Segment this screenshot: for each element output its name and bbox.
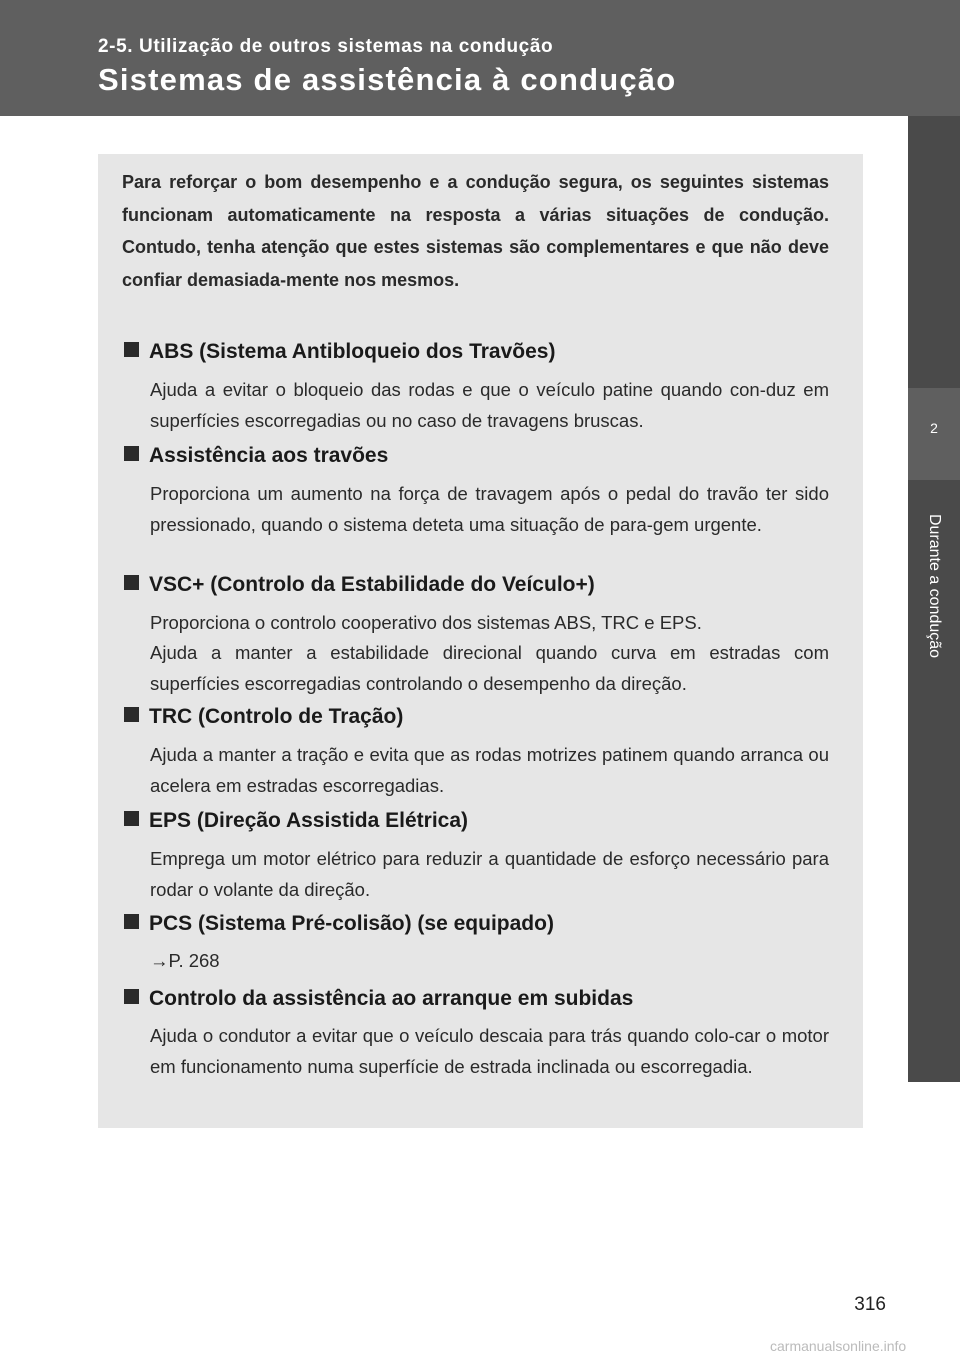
section-heading-brake-assist	[124, 444, 388, 468]
square-bullet-icon	[124, 446, 139, 461]
page-number: 316	[854, 1294, 886, 1315]
section-heading-pcs	[124, 912, 554, 936]
section-title: EPS (Direção Assistida Elétrica)	[149, 809, 469, 832]
section-heading-trc	[124, 705, 403, 729]
section-title: Controlo da assistência ao arranque em subidas	[149, 987, 634, 1010]
square-bullet-icon	[124, 914, 139, 929]
square-bullet-icon	[124, 342, 139, 357]
section-text-hill-start: Ajuda o condutor a evitar que o veículo descaia para trás quando colo-car o motor em funcionamento numa superfície de estrada inclinada ou escorregadia.	[150, 1025, 829, 1077]
section-text-vsc: Proporciona o controlo cooperativo dos sistemas ABS, TRC e EPS.	[150, 612, 702, 633]
section-title: ABS (Sistema Antibloqueio dos Travões)	[149, 340, 556, 363]
side-tab-number: 2	[930, 420, 938, 436]
page-reference-link[interactable]: →P. 268	[150, 950, 220, 971]
section-heading-hill-start	[124, 987, 633, 1011]
section-text-brake-assist: Proporciona um aumento na força de travagem após o pedal do travão ter sido pressionado, quando o sistema deteta uma situação de para-gem urgente.	[150, 483, 829, 535]
square-bullet-icon	[124, 575, 139, 590]
page-header	[0, 0, 960, 116]
square-bullet-icon	[124, 811, 139, 826]
side-tab-label: Durante a condução	[926, 513, 943, 659]
square-bullet-icon	[124, 707, 139, 722]
section-heading-vsc	[124, 573, 595, 597]
watermark: carmanualsonline.info	[770, 1338, 907, 1354]
section-heading-eps	[124, 809, 468, 833]
section-title: VSC+ (Controlo da Estabilidade do Veículo+)	[149, 573, 595, 596]
section-text-vsc-2: Ajuda a manter a estabilidade direcional quando curva em estradas com superfícies escorregadias controlando o desempenho da direção.	[150, 642, 829, 694]
section-text-trc: Ajuda a manter a tração e evita que as rodas motrizes patinem quando arranca ou acelera em estradas escorregadias.	[150, 744, 829, 796]
section-title: Assistência aos travões	[149, 444, 389, 467]
intro-paragraph: Para reforçar o bom desempenho e a condução segura, os seguintes sistemas funcionam automaticamente na resposta a várias situações de condução. Contudo, tenha atenção que estes sistemas são complementares e que não deve confiar demasiada-mente nos mesmos.	[122, 172, 829, 290]
section-text-eps: Emprega um motor elétrico para reduzir a quantidade de esforço necessário para rodar o volante da direção.	[150, 848, 829, 900]
section-title: PCS (Sistema Pré-colisão) (se equipado)	[149, 912, 554, 935]
section-title: TRC (Controlo de Tração)	[149, 705, 404, 728]
page-title: Sistemas de assistência à condução	[98, 62, 677, 97]
square-bullet-icon	[124, 989, 139, 1004]
section-heading-abs	[124, 340, 555, 364]
section-text-abs: Ajuda a evitar o bloqueio das rodas e que o veículo patine quando con-duz em superfícies escorregadias ou no caso de travagens bruscas.	[150, 379, 829, 431]
section-label: 2-5. Utilização de outros sistemas na condução	[98, 36, 554, 57]
